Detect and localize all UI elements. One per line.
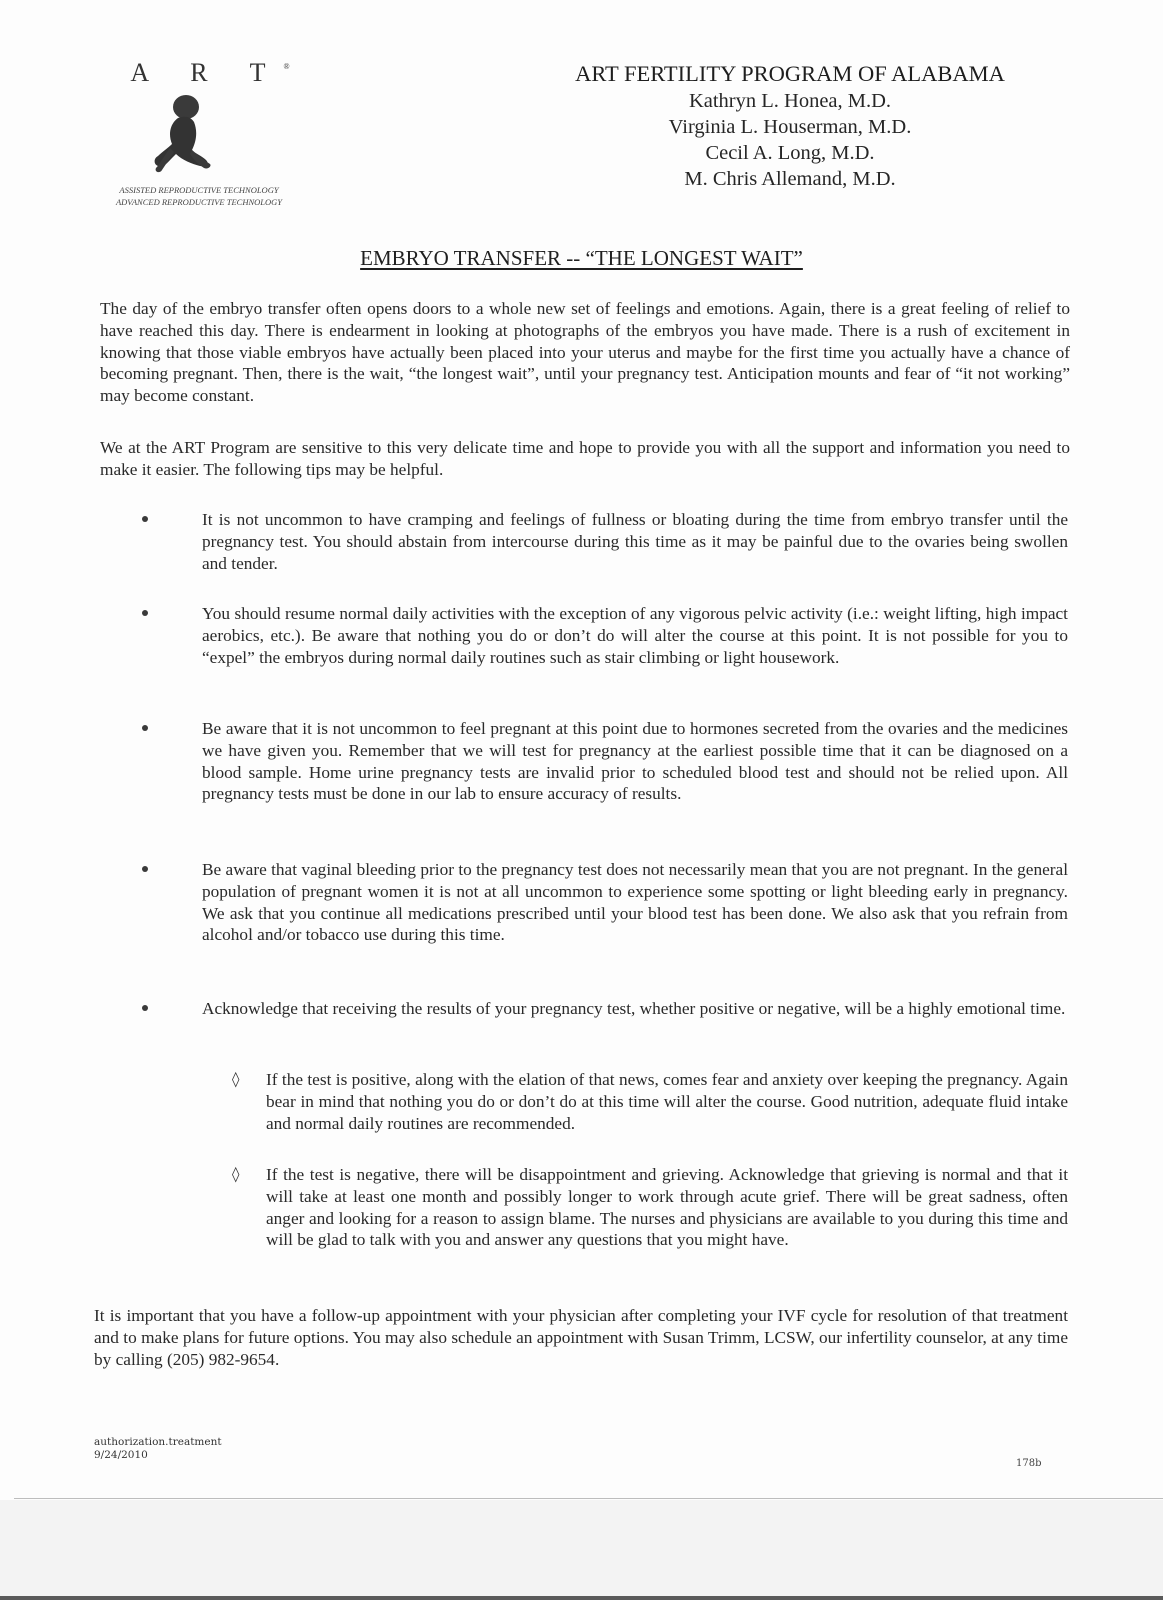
art-logo [104,58,294,208]
page-bottom-edge [14,1498,1163,1499]
logo-subtitle: ASSISTED REPRODUCTIVE TECHNOLOGY ADVANCED REPRODUCTIVE TECHNOLOGY [115,185,283,207]
logo-letters: A R T® [130,58,290,87]
scan-edge-strip [0,1596,1163,1600]
program-name: ART FERTILITY PROGRAM OF ALABAMA [575,61,1005,86]
footer-doc-name: authorization.treatment [94,1436,222,1448]
bullet-icon [140,721,150,731]
diamond-bullet-icon: ◊ [232,1165,240,1183]
bullet-icon [140,862,150,872]
footer-page-code: 178b [1016,1458,1042,1469]
bullet-item: It is not uncommon to have cramping and feelings of fullness or bloating during the time from embryo transfer until the pregnancy test. You should abstain from intercourse during this time as it may be painful due to the ovaries being swollen and tender. [202,510,1068,573]
doctor-name: Cecil A. Long, M.D. [705,142,875,164]
bullet-icon [140,606,150,616]
document-title: EMBRYO TRANSFER -- “THE LONGEST WAIT” [360,246,803,270]
diamond-bullet-icon: ◊ [232,1070,240,1088]
doctor-name: Kathryn L. Honea, M.D. [688,90,892,112]
footer-doc-info [94,1436,222,1462]
bullet-item: Be aware that vaginal bleeding prior to the pregnancy test does not necessarily mean that you are not pregnant. In the general population of pregnant women it is not at all uncommon to experience some spotting or light bleeding early in pregnancy. We ask that you continue all medications prescribed until your blood test has been done. We also ask that you refrain from alcohol and/or tobacco use during this time. [202,860,1068,945]
closing-paragraph: It is important that you have a follow-up appointment with your physician after completing your IVF cycle for resolution of that treatment and to make plans for future options. You may also schedule an appointment with Susan Trimm, LCSW, our infertility counselor, at any time by calling (205) 982-9654. [94,1306,1068,1369]
sub-bullet-item: If the test is negative, there will be disappointment and grieving. Acknowledge that grieving is normal and that it will take at least one month and possibly longer to work through acute grief. There will be great sadness, often anger and looking for a reason to assign blame. The nurses and physicians are available to you during this time and will be glad to talk with you and answer any questions that you might have. [266,1165,1068,1250]
program-header [520,60,1060,192]
crawling-baby-icon [148,94,220,178]
intro-paragraph-1: The day of the embryo transfer often opens doors to a whole new set of feelings and emotions. Again, there is a great feeling of relief to have reached this day. There is endearment in looking at photographs of the embryos you have made. There is a rush of excitement in knowing that those viable embryos have actually been placed into your uterus and maybe for the first time you actually have a chance of becoming pregnant. Then, there is the wait, “the longest wait”, until your pregnancy test. Anticipation mounts and fear of “it not working” may become constant. [100,299,1070,406]
intro-paragraph-2: We at the ART Program are sensitive to this very delicate time and hope to provide you with all the support and information you need to make it easier. The following tips may be helpful. [100,438,1070,479]
doctor-name: Virginia L. Houserman, M.D. [668,116,912,138]
bullet-item: Acknowledge that receiving the results of your pregnancy test, whether positive or negative, will be a highly emotional time. [202,999,1066,1018]
sub-bullet-item: If the test is positive, along with the elation of that news, comes fear and anxiety over keeping the pregnancy. Again bear in mind that nothing you do or don’t do at this time will alter the course. Good nutrition, adequate fluid intake and normal daily routines are recommended. [266,1070,1068,1133]
bullet-icon [140,1001,150,1011]
bullet-item: You should resume normal daily activities with the exception of any vigorous pelvic activity (i.e.: weight lifting, high impact aerobics, etc.). Be aware that nothing you do or don’t do will alter the course at this point. It is not possible for you to “expel” the embryos during normal daily routines such as stair climbing or light housework. [202,604,1068,667]
footer-date: 9/24/2010 [94,1449,148,1461]
scan-background [0,1500,1163,1600]
doctor-name: M. Chris Allemand, M.D. [684,168,896,190]
bullet-icon [140,512,150,522]
bullet-item: Be aware that it is not uncommon to feel pregnant at this point due to hormones secreted from the ovaries and the medicines we have given you. Remember that we will test for pregnancy at the earliest possible time that it can be diagnosed on a blood sample. Home urine pregnancy tests are invalid prior to scheduled blood test and should not be relied upon. All pregnancy tests must be done in our lab to ensure accuracy of results. [202,719,1068,804]
